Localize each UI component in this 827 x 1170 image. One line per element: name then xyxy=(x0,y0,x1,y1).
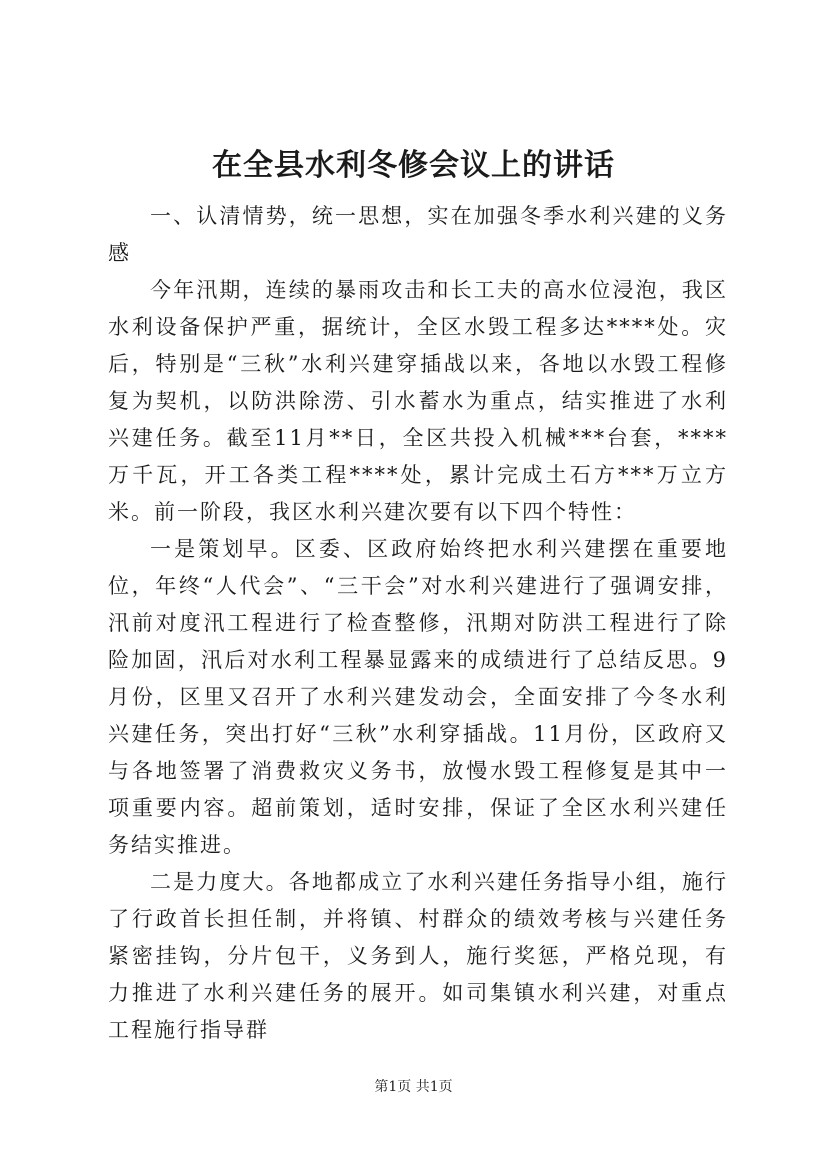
page-footer: 第1页 共1页 xyxy=(374,1079,453,1095)
page-title: 在全县水利冬修会议上的讲话 xyxy=(212,148,615,183)
document-body xyxy=(108,198,728,1049)
body-paragraph: 一是策划早。区委、区政府始终把水利兴建摆在重要地位，年终“人代会”、“三干会”对水利兴建进行了强调安排，汛前对度汛工程进行了检查整修，汛期对防洪工程进行了除险加固，汛后对水利工程暴显露来的成绩进行了总结反思。9月份，区里又召开了水利兴建发动会，全面安排了今冬水利兴建任务，突出打好“三秋”水利穿插战。11月份，区政府又与各地签署了消费救灾义务书，放慢水毁工程修复是其中一项重要内容。超前策划，适时安排，保证了全区水利兴建任务结实推进。 xyxy=(108,537,728,857)
body-paragraph: 二是力度大。各地都成立了水利兴建任务指导小组，施行了行政首长担任制，并将镇、村群众的绩效考核与兴建任务紧密挂钩，分片包干，义务到人，施行奖惩，严格兑现，有力推进了水利兴建任务的展开。如司集镇水利兴建，对重点工程施行指导群 xyxy=(108,870,728,1042)
section-heading: 一、认清情势，统一思想，实在加强冬季水利兴建的义务感 xyxy=(108,204,728,265)
body-paragraph: 今年汛期，连续的暴雨攻击和长工夫的高水位浸泡，我区水利设备保护严重，据统计，全区水毁工程多达****处。灾后，特别是“三秋”水利兴建穿插战以来，各地以水毁工程修复为契机，以防洪除涝、引水蓄水为重点，结实推进了水利兴建任务。截至11月**日，全区共投入机械***台套，****万千瓦，开工各类工程****处，累计完成土石方***万立方米。前一阶段，我区水利兴建次要有以下四个特性： xyxy=(108,278,728,524)
